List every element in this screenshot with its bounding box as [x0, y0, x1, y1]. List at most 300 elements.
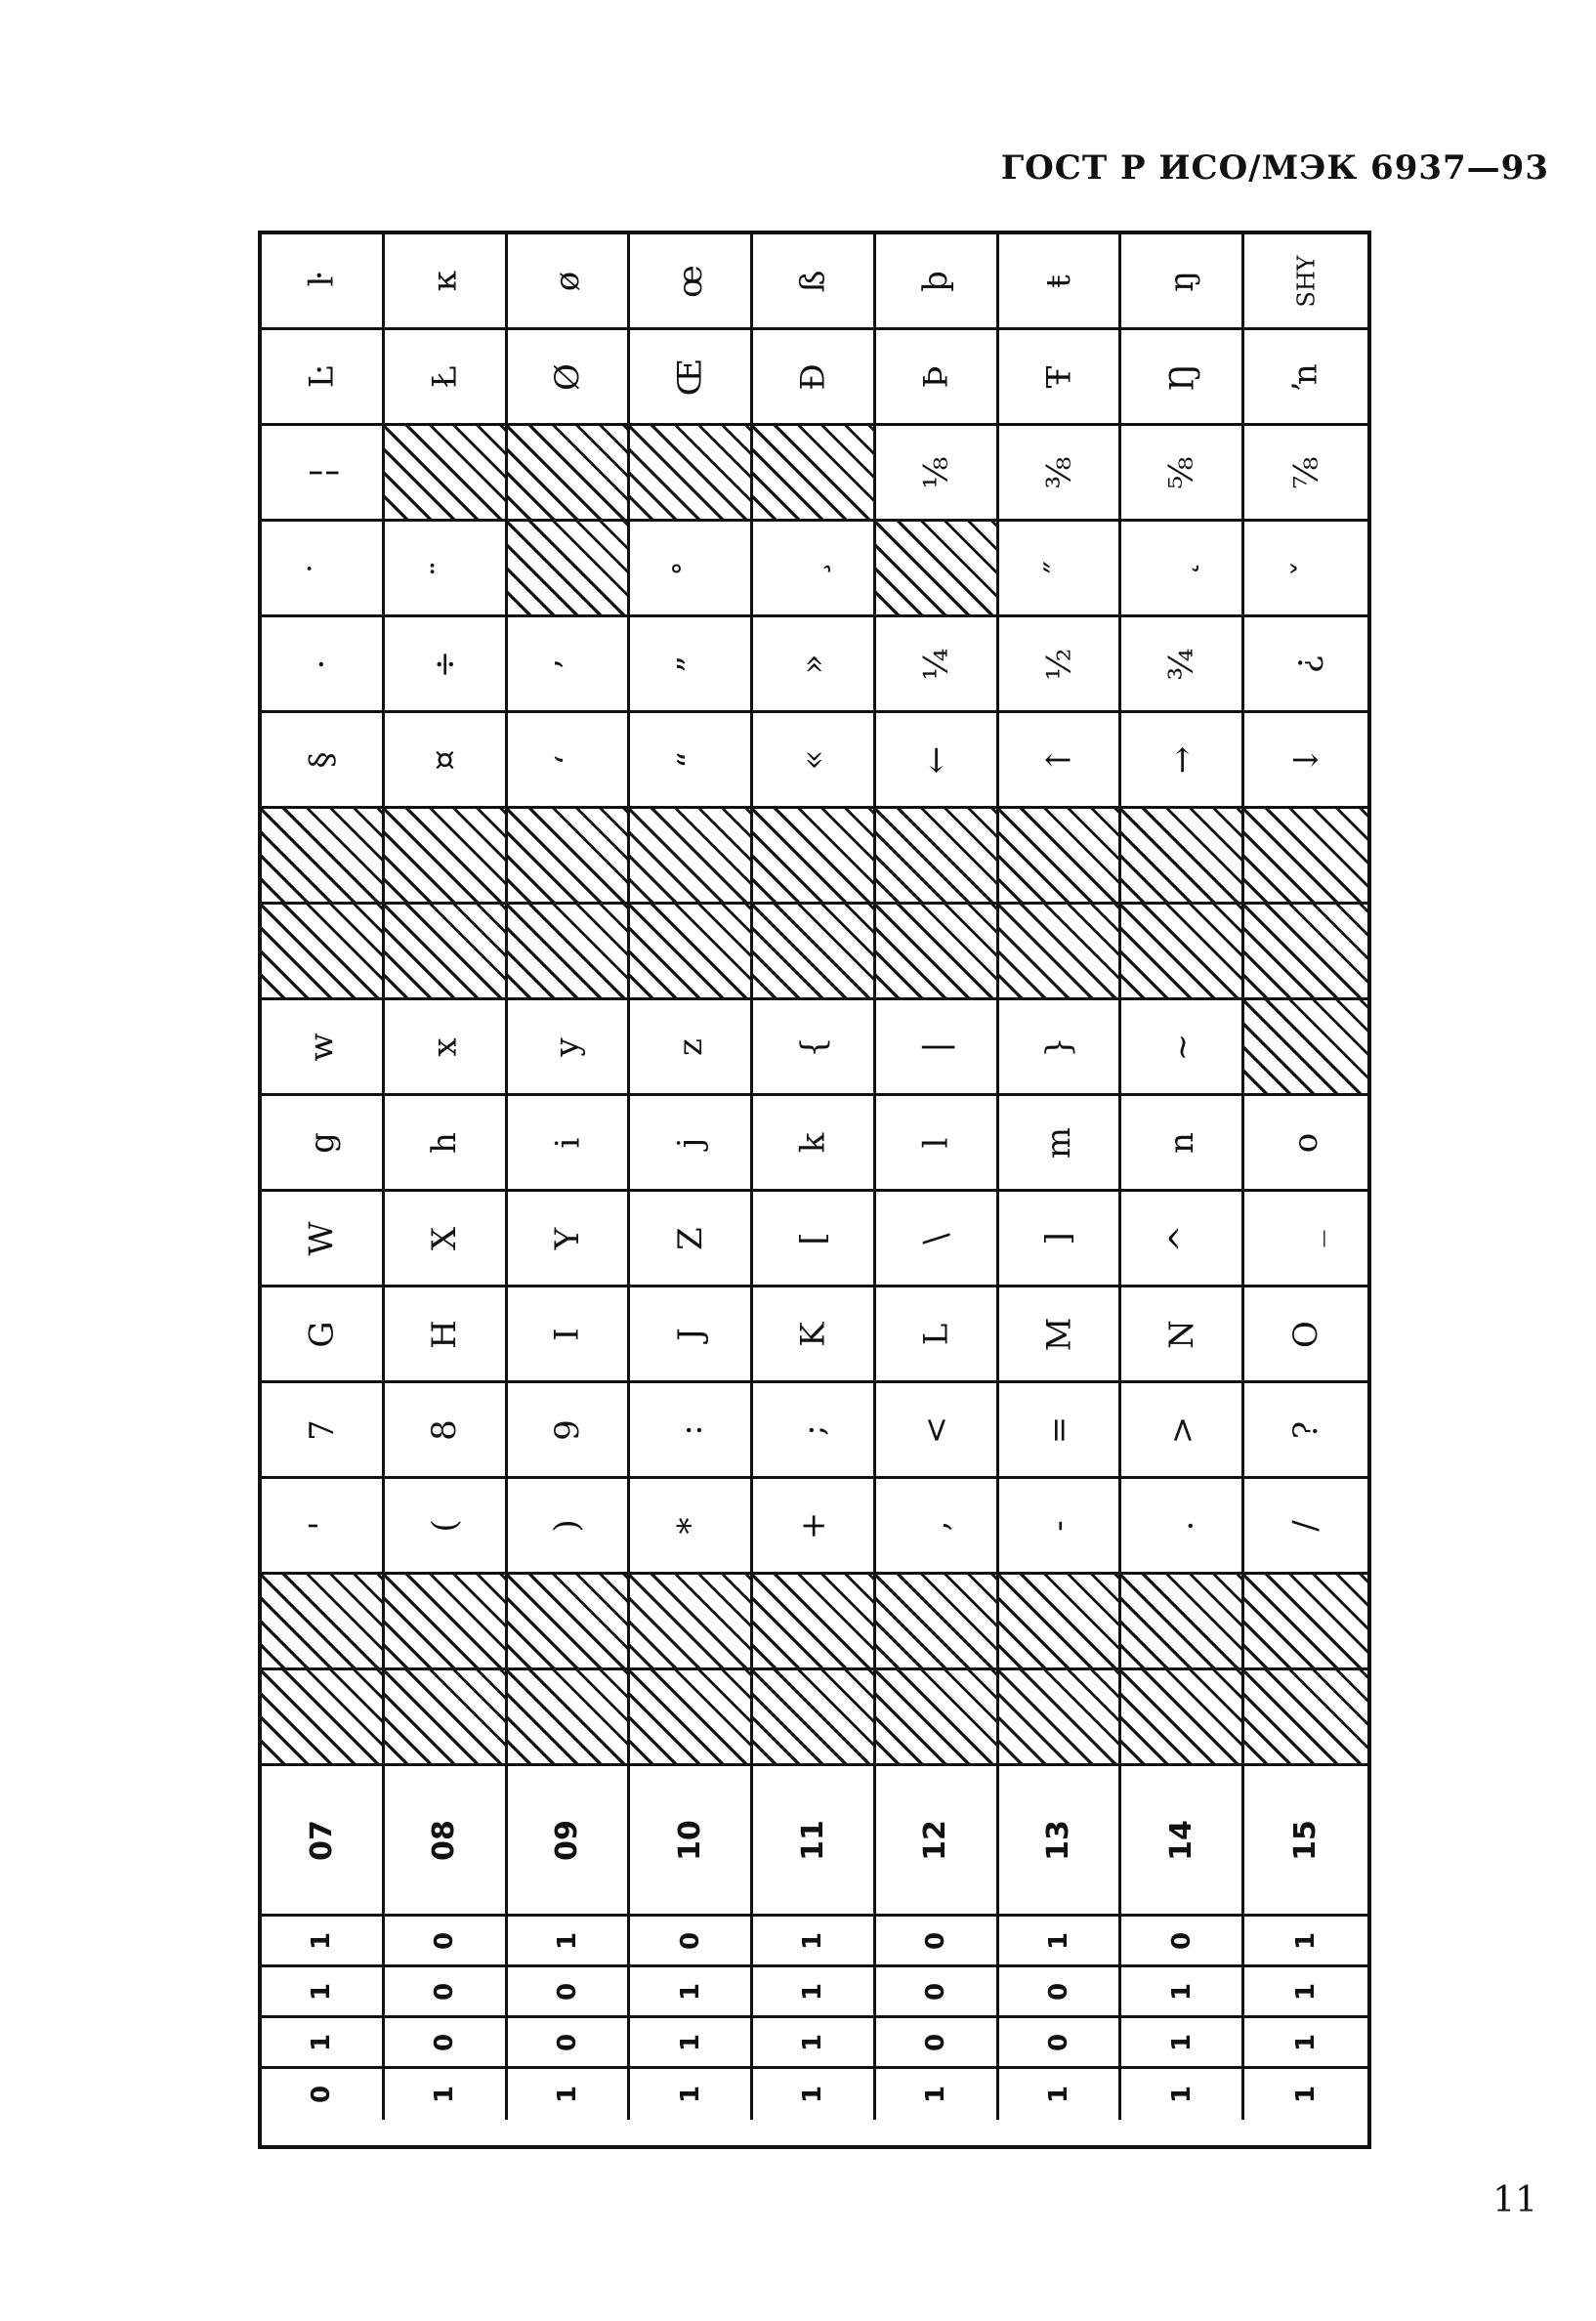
- character-glyph: ?: [1286, 1420, 1326, 1439]
- hatched-cell: [508, 905, 631, 1000]
- code-label: 0: [430, 1931, 460, 1950]
- character-glyph: [: [793, 1231, 833, 1245]
- character-cell: [876, 330, 999, 426]
- bit-cell: [1121, 1917, 1244, 1967]
- character-cell: [630, 1383, 753, 1479]
- character-glyph: ˛: [1161, 560, 1201, 576]
- character-glyph: Ŀ: [302, 365, 342, 388]
- character-cell: [999, 1192, 1122, 1287]
- character-glyph: ˝: [1039, 560, 1079, 576]
- character-cell: [385, 234, 508, 330]
- character-cell: [385, 1383, 508, 1479]
- character-cell: [262, 1192, 385, 1287]
- character-glyph: h: [425, 1131, 465, 1154]
- hatched-cell: [999, 809, 1122, 905]
- code-label: 1: [307, 1982, 337, 2001]
- character-cell: [1244, 1192, 1367, 1287]
- character-glyph: w: [302, 1032, 342, 1062]
- hatched-cell: [999, 1575, 1122, 1670]
- character-cell: [753, 330, 876, 426]
- code-table-grid: [258, 231, 1371, 2149]
- character-glyph: ø: [547, 271, 587, 291]
- character-glyph: ¿: [1286, 654, 1326, 673]
- character-cell: [1121, 234, 1244, 330]
- bit-cell: [876, 1917, 999, 1967]
- column-code-cell: [508, 1766, 631, 1917]
- character-glyph: ·: [302, 658, 342, 669]
- character-cell: [753, 1096, 876, 1192]
- character-cell: [876, 1383, 999, 1479]
- character-cell: [1244, 426, 1367, 522]
- code-label: 08: [427, 1819, 462, 1861]
- column-code-cell: [753, 1766, 876, 1917]
- character-glyph: ŀ: [302, 275, 342, 286]
- character-cell: [1244, 1383, 1367, 1479]
- hatched-cell: [1121, 1670, 1244, 1766]
- character-glyph: L: [916, 1323, 956, 1345]
- hatched-cell: [1244, 1575, 1367, 1670]
- code-label: 0: [552, 2033, 582, 2051]
- character-glyph: Y: [547, 1227, 587, 1249]
- character-glyph: 7: [302, 1418, 342, 1441]
- character-glyph: ⅜: [1039, 456, 1079, 488]
- character-glyph: “: [670, 750, 710, 769]
- character-cell: [1244, 330, 1367, 426]
- character-glyph: §: [302, 751, 342, 768]
- bit-cell: [999, 1917, 1122, 1967]
- character-cell: [385, 522, 508, 617]
- character-glyph: ŉ: [1286, 361, 1326, 392]
- character-cell: [999, 1287, 1122, 1383]
- character-cell: [262, 1479, 385, 1575]
- character-cell: [508, 617, 631, 713]
- character-cell: [999, 1383, 1122, 1479]
- character-glyph: (: [425, 1518, 465, 1533]
- bit-cell: [876, 1967, 999, 2018]
- character-glyph: ˇ: [1286, 560, 1326, 576]
- character-cell: [999, 713, 1122, 809]
- character-cell: [999, 234, 1122, 330]
- column-code-cell: [999, 1766, 1122, 1917]
- code-label: 0: [430, 2033, 460, 2051]
- character-cell: [630, 1192, 753, 1287]
- character-cell: [1121, 1479, 1244, 1575]
- character-cell: [262, 1000, 385, 1096]
- character-glyph: j: [670, 1137, 710, 1148]
- character-cell: [1121, 522, 1244, 617]
- character-glyph: /: [1286, 1519, 1326, 1532]
- character-cell: [630, 234, 753, 330]
- character-glyph: ’: [547, 658, 587, 669]
- hatched-cell: [630, 905, 753, 1000]
- character-glyph: ½: [1039, 648, 1079, 680]
- hatched-cell: [1244, 809, 1367, 905]
- code-label: 1: [675, 2033, 705, 2051]
- character-cell: [753, 234, 876, 330]
- character-cell: [630, 1287, 753, 1383]
- character-cell: [1121, 1000, 1244, 1096]
- character-glyph: ‘: [547, 754, 587, 765]
- hatched-cell: [262, 905, 385, 1000]
- character-cell: [999, 522, 1122, 617]
- character-glyph: ↓: [1286, 745, 1326, 774]
- code-label: 0: [552, 1982, 582, 2001]
- column-code-cell: [1121, 1766, 1244, 1917]
- character-cell: [508, 1479, 631, 1575]
- bit-cell: [753, 1917, 876, 1967]
- character-cell: [385, 713, 508, 809]
- hatched-cell: [262, 809, 385, 905]
- character-cell: [753, 1000, 876, 1096]
- character-glyph: Ø: [547, 362, 587, 391]
- character-glyph: ß: [793, 270, 833, 292]
- character-cell: [1244, 522, 1367, 617]
- code-label: 0: [921, 1931, 951, 1950]
- hatched-cell: [753, 809, 876, 905]
- hatched-cell: [876, 522, 999, 617]
- code-label: 0: [921, 2033, 951, 2051]
- bit-cell: [630, 2018, 753, 2069]
- hatched-cell: [262, 1670, 385, 1766]
- character-glyph: G: [302, 1320, 342, 1348]
- hatched-cell: [1121, 905, 1244, 1000]
- character-glyph: ¤: [425, 748, 465, 771]
- hatched-cell: [630, 1575, 753, 1670]
- character-cell: [508, 1000, 631, 1096]
- character-glyph: ¾: [1161, 648, 1201, 680]
- hatched-cell: [385, 1575, 508, 1670]
- hatched-cell: [385, 905, 508, 1000]
- bit-cell: [385, 2018, 508, 2069]
- character-cell: [1244, 713, 1367, 809]
- character-glyph: .: [1161, 1520, 1201, 1531]
- character-glyph: :: [670, 1423, 710, 1436]
- character-cell: [876, 1000, 999, 1096]
- character-cell: [1244, 1479, 1367, 1575]
- character-cell: [262, 713, 385, 809]
- code-label: 1: [552, 2085, 582, 2104]
- character-cell: [630, 1000, 753, 1096]
- character-glyph: l: [916, 1137, 956, 1148]
- code-label: 1: [798, 1982, 828, 2001]
- character-glyph: 8: [425, 1418, 465, 1441]
- character-cell: [876, 234, 999, 330]
- character-cell: [1121, 1383, 1244, 1479]
- character-cell: [876, 1479, 999, 1575]
- character-glyph: Đ: [793, 362, 833, 391]
- character-cell: [385, 1096, 508, 1192]
- hatched-cell: [508, 1575, 631, 1670]
- code-label: 1: [675, 2085, 705, 2104]
- hatched-cell: [1244, 905, 1367, 1000]
- character-glyph: œ: [670, 264, 710, 298]
- character-cell: [385, 1479, 508, 1575]
- character-cell: [508, 1287, 631, 1383]
- character-cell: [753, 522, 876, 617]
- character-glyph: ¦: [302, 466, 342, 479]
- code-label: 1: [307, 1931, 337, 1950]
- character-cell: [1244, 1287, 1367, 1383]
- character-cell: [385, 617, 508, 713]
- character-cell: [1121, 426, 1244, 522]
- character-glyph: ŋ: [1161, 270, 1201, 292]
- character-cell: [753, 713, 876, 809]
- bit-cell: [508, 2069, 631, 2120]
- code-label: 0: [430, 1982, 460, 2001]
- code-label: 1: [1291, 2085, 1322, 2104]
- hatched-cell: [1244, 1670, 1367, 1766]
- code-label: 1: [798, 2033, 828, 2051]
- hatched-cell: [876, 809, 999, 905]
- character-cell: [508, 1096, 631, 1192]
- hatched-cell: [1121, 1575, 1244, 1670]
- hatched-cell: [876, 1670, 999, 1766]
- character-glyph: ]: [1039, 1231, 1079, 1245]
- bit-cell: [1244, 2069, 1367, 2120]
- bit-cell: [385, 2069, 508, 2120]
- character-glyph: SHY: [1292, 254, 1321, 308]
- hatched-cell: [385, 1670, 508, 1766]
- character-cell: [262, 1096, 385, 1192]
- code-label: 1: [1291, 2033, 1322, 2051]
- character-cell: [753, 1192, 876, 1287]
- hatched-cell: [630, 1670, 753, 1766]
- character-glyph: <: [916, 1415, 956, 1444]
- character-glyph: «: [793, 749, 833, 770]
- character-glyph: \: [916, 1232, 956, 1245]
- hatched-cell: [753, 426, 876, 522]
- character-glyph: ⅝: [1161, 456, 1201, 488]
- character-glyph: ,: [916, 1520, 956, 1531]
- character-glyph: ': [302, 1520, 342, 1531]
- character-cell: [999, 426, 1122, 522]
- code-label: 1: [798, 1931, 828, 1950]
- bit-cell: [630, 1917, 753, 1967]
- character-glyph: >: [1161, 1415, 1201, 1444]
- character-glyph: ÷: [425, 650, 465, 678]
- bit-cell: [385, 1917, 508, 1967]
- hatched-cell: [999, 905, 1122, 1000]
- code-label: 1: [798, 2085, 828, 2104]
- hatched-cell: [630, 426, 753, 522]
- character-glyph: z: [670, 1037, 710, 1056]
- character-cell: [262, 617, 385, 713]
- bit-cell: [876, 2069, 999, 2120]
- character-glyph: _: [1286, 1230, 1326, 1246]
- bit-cell: [1244, 1917, 1367, 1967]
- code-label: 11: [795, 1819, 830, 1861]
- character-cell: [753, 1383, 876, 1479]
- code-label: 1: [307, 2033, 337, 2051]
- bit-cell: [1244, 2018, 1367, 2069]
- character-glyph: Þ: [916, 365, 956, 388]
- character-glyph: O: [1286, 1320, 1326, 1348]
- character-glyph: ¨: [425, 560, 465, 576]
- hatched-cell: [876, 1575, 999, 1670]
- hatched-cell: [753, 1575, 876, 1670]
- hatched-cell: [999, 1670, 1122, 1766]
- character-glyph: ¸: [793, 560, 833, 576]
- hatched-cell: [876, 905, 999, 1000]
- character-glyph: {: [793, 1035, 833, 1058]
- character-cell: [1121, 713, 1244, 809]
- character-glyph: ¼: [916, 648, 956, 680]
- character-glyph: ⅞: [1286, 456, 1326, 488]
- code-label: 1: [1166, 2085, 1197, 2104]
- bit-cell: [262, 2018, 385, 2069]
- character-cell: [999, 330, 1122, 426]
- code-label: 10: [672, 1819, 707, 1861]
- character-glyph: →: [1161, 745, 1201, 774]
- character-glyph: i: [547, 1137, 587, 1148]
- code-label: 0: [1044, 1982, 1074, 2001]
- character-glyph: m: [1039, 1126, 1079, 1159]
- character-glyph: o: [1286, 1132, 1326, 1153]
- character-glyph: y: [547, 1036, 587, 1057]
- hatched-cell: [1121, 809, 1244, 905]
- character-glyph: Ŋ: [1161, 362, 1201, 391]
- character-glyph: X: [425, 1226, 465, 1250]
- character-cell: [876, 1192, 999, 1287]
- character-cell: [508, 234, 631, 330]
- character-cell: [508, 713, 631, 809]
- character-glyph: ŧ: [1039, 274, 1079, 288]
- bit-cell: [508, 1967, 631, 2018]
- character-cell: [753, 1479, 876, 1575]
- character-cell: [753, 1287, 876, 1383]
- character-cell: [630, 713, 753, 809]
- character-glyph: ): [547, 1518, 587, 1533]
- hatched-cell: [508, 809, 631, 905]
- code-label: 1: [1166, 1982, 1197, 2001]
- character-glyph: W: [302, 1221, 342, 1255]
- character-cell: [999, 1000, 1122, 1096]
- column-code-cell: [876, 1766, 999, 1917]
- character-cell: [508, 330, 631, 426]
- code-label: 1: [1291, 1982, 1322, 2001]
- character-cell: [262, 426, 385, 522]
- character-cell: [999, 617, 1122, 713]
- character-glyph: Ŧ: [1039, 365, 1079, 388]
- code-label: 1: [1044, 2085, 1074, 2104]
- character-glyph: *: [670, 1517, 710, 1534]
- character-glyph: x: [425, 1036, 465, 1057]
- character-glyph: K: [793, 1321, 833, 1347]
- code-label: 0: [1166, 1931, 1197, 1950]
- character-cell: [1121, 330, 1244, 426]
- character-cell: [1121, 617, 1244, 713]
- character-cell: [999, 1479, 1122, 1575]
- character-cell: [508, 1192, 631, 1287]
- code-label: 09: [549, 1819, 584, 1861]
- character-cell: [262, 522, 385, 617]
- character-cell: [1244, 617, 1367, 713]
- character-cell: [876, 426, 999, 522]
- bit-cell: [508, 2018, 631, 2069]
- code-label: 0: [1044, 2033, 1074, 2051]
- character-cell: [999, 1096, 1122, 1192]
- bit-cell: [876, 2018, 999, 2069]
- character-cell: [753, 617, 876, 713]
- character-glyph: g: [302, 1131, 342, 1154]
- character-glyph: -: [1039, 1519, 1079, 1532]
- bit-cell: [1121, 2069, 1244, 2120]
- bit-cell: [508, 1917, 631, 1967]
- hatched-cell: [508, 1670, 631, 1766]
- code-label: 12: [918, 1819, 953, 1861]
- bit-cell: [753, 1967, 876, 2018]
- hatched-cell: [1244, 1000, 1367, 1096]
- character-glyph: ^: [1161, 1224, 1201, 1252]
- character-cell: [876, 1096, 999, 1192]
- code-label: 0: [921, 1982, 951, 2001]
- character-cell: [630, 522, 753, 617]
- hatched-cell: [385, 426, 508, 522]
- code-table: [258, 231, 1371, 2149]
- character-glyph: }: [1039, 1035, 1079, 1058]
- character-cell: [1244, 1096, 1367, 1192]
- character-cell: [876, 713, 999, 809]
- character-glyph: H: [425, 1319, 465, 1349]
- bit-cell: [262, 1967, 385, 2018]
- bit-cell: [753, 2069, 876, 2120]
- code-label: 1: [552, 1931, 582, 1950]
- character-cell: [630, 1096, 753, 1192]
- character-cell: [1121, 1192, 1244, 1287]
- bit-cell: [1121, 1967, 1244, 2018]
- character-glyph: ”: [670, 654, 710, 673]
- character-cell: [385, 330, 508, 426]
- character-glyph: Œ: [670, 358, 710, 396]
- bit-cell: [630, 2069, 753, 2120]
- character-cell: [385, 1000, 508, 1096]
- character-glyph: |: [916, 1040, 956, 1053]
- hatched-cell: [385, 809, 508, 905]
- code-label: 0: [675, 1931, 705, 1950]
- character-cell: [262, 1383, 385, 1479]
- character-glyph: =: [1039, 1415, 1079, 1444]
- bit-cell: [753, 2018, 876, 2069]
- code-label: 1: [675, 1982, 705, 2001]
- hatched-cell: [753, 905, 876, 1000]
- character-cell: [508, 1383, 631, 1479]
- character-cell: [385, 1192, 508, 1287]
- code-label: 15: [1288, 1819, 1323, 1861]
- code-label: 14: [1163, 1819, 1198, 1861]
- character-cell: [1121, 1287, 1244, 1383]
- code-label: 1: [1291, 1931, 1322, 1950]
- character-cell: [262, 330, 385, 426]
- column-code-cell: [1244, 1766, 1367, 1917]
- character-cell: [1244, 234, 1367, 330]
- hatched-cell: [262, 1575, 385, 1670]
- character-cell: [385, 1287, 508, 1383]
- hatched-cell: [508, 426, 631, 522]
- bit-cell: [999, 1967, 1122, 2018]
- code-label: 13: [1041, 1819, 1076, 1861]
- character-cell: [262, 1287, 385, 1383]
- code-label: 1: [430, 2085, 460, 2104]
- code-label: 07: [304, 1819, 339, 1861]
- character-glyph: »: [793, 654, 833, 674]
- code-label: 1: [1166, 2033, 1197, 2051]
- character-cell: [876, 1287, 999, 1383]
- bit-cell: [999, 2018, 1122, 2069]
- character-glyph: Ł: [425, 365, 465, 388]
- hatched-cell: [508, 522, 631, 617]
- character-glyph: n: [1161, 1131, 1201, 1154]
- character-cell: [630, 617, 753, 713]
